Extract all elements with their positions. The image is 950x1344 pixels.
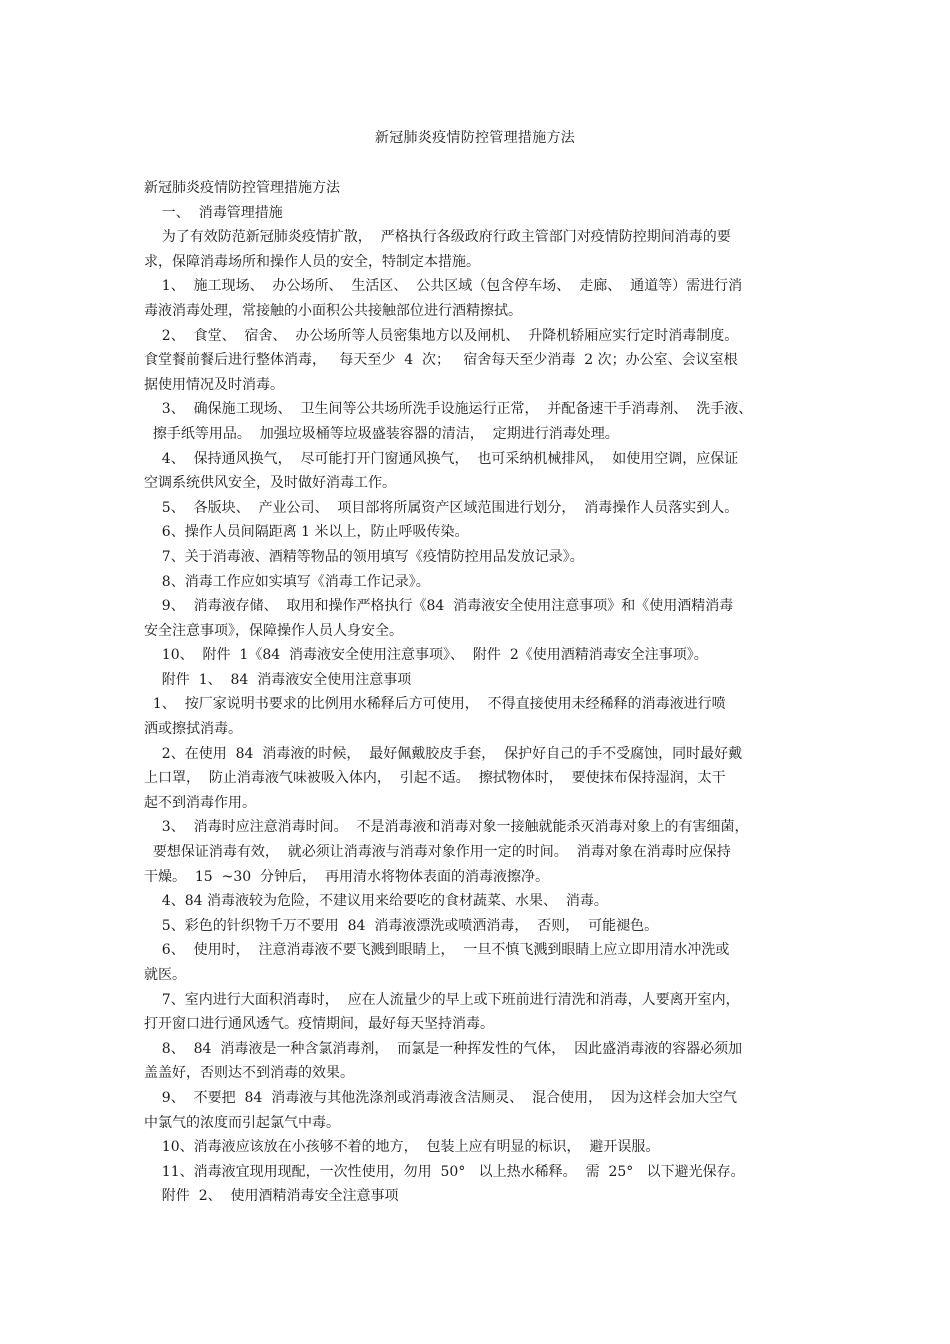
text-line: 4、 保持通风换气， 尽可能打开门窗通风换气， 也可采纳机械排风， 如使用空调，应保证 xyxy=(144,450,739,467)
text-line: 10、 附件 1《84 消毒液安全使用注意事项》、 附件 2《使用酒精消毒安全注事项》。 xyxy=(144,647,708,664)
text-line: 6、操作人员间隔距离 1 米以上，防止呼吸传染。 xyxy=(144,524,469,541)
text-line: 一、 消毒管理措施 xyxy=(144,204,283,221)
text-line: 5、 各版块、 产业公司、 项目部将所属资产区域范围进行划分， 消毒操作人员落实到人。 xyxy=(144,499,739,516)
text-line: 附件 1、 84 消毒液安全使用注意事项 xyxy=(144,671,412,688)
text-line: 8、消毒工作应如实填写《消毒工作记录》。 xyxy=(144,573,430,590)
text-line: 起不到消毒作用。 xyxy=(144,794,256,811)
text-line: 新冠肺炎疫情防控管理措施方法 xyxy=(144,180,340,196)
text-line: 就医。 xyxy=(144,967,186,983)
text-line: 3、 消毒时应注意消毒时间。 不是消毒液和消毒对象一接触就能杀灭消毒对象上的有害细菌， xyxy=(144,819,749,836)
document-body xyxy=(144,176,834,1209)
text-line: 9、 消毒液存储、 取用和操作严格执行《84 消毒液安全使用注意事项》和《使用酒精消毒 xyxy=(144,598,734,615)
text-line: 求，保障消毒场所和操作人员的安全，特制定本措施。 xyxy=(144,253,480,270)
text-line: 盖盖好，否则达不到消毒的效果。 xyxy=(144,1065,354,1082)
text-line: 11、消毒液宜现用现配，一次性使用，勿用 50° 以上热水稀释。 需 25° 以下避光保存。 xyxy=(144,1163,745,1180)
text-line: 据使用情况及时消毒。 xyxy=(144,376,284,393)
text-line: 7、室内进行大面积消毒时， 应在人流量少的早上或下班前进行清洗和消毒，人要离开室内， xyxy=(144,991,740,1008)
text-line: 中氯气的浓度而引起氯气中毒。 xyxy=(144,1114,340,1131)
text-line: 擦手纸等用品。 加强垃圾桶等垃圾盛装容器的清洁， 定期进行消毒处理。 xyxy=(144,425,619,442)
text-line: 1、 按厂家说明书要求的比例用水稀释后方可使用， 不得直接使用未经稀释的消毒液进行喷 xyxy=(144,696,726,713)
text-line: 安全注意事项》，保障操作人员人身安全。 xyxy=(144,622,403,639)
text-line: 打开窗口进行通风透气。疫情期间，最好每天坚持消毒。 xyxy=(144,1016,494,1033)
text-line: 洒或擦拭消毒。 xyxy=(144,721,242,738)
text-line: 为了有效防范新冠肺炎疫情扩散， 严格执行各级政府行政主管部门对疫情防控期间消毒的要 xyxy=(144,229,731,246)
text-line: 10、消毒液应该放在小孩够不着的地方， 包装上应有明显的标识， 避开误服。 xyxy=(144,1139,660,1156)
text-line: 毒液消毒处理，常接触的小面积公共接触部位进行酒精擦拭。 xyxy=(144,302,522,319)
document-title: 新冠肺炎疫情防控管理措施方法 xyxy=(374,130,576,146)
text-line: 2、 食堂、 宿舍、 办公场所等人员密集地方以及闸机、 升降机轿厢应实行定时消毒制度。 xyxy=(144,327,739,344)
text-line: 9、 不要把 84 消毒液与其他洗涤剂或消毒液含洁厕灵、 混合使用， 因为这样会加大空气 xyxy=(144,1089,738,1106)
text-line: 3、 确保施工现场、 卫生间等公共场所洗手设施运行正常， 并配备速干手消毒剂、 洗手液、 xyxy=(144,401,753,418)
text-line: 空调系统供风安全，及时做好消毒工作。 xyxy=(144,475,396,492)
text-line: 上口罩， 防止消毒液气味被吸入体内， 引起不适。 擦拭物体时， 要使抹布保持湿润，太干 xyxy=(144,770,726,787)
text-line: 4、84 消毒液较为危险，不建议用来给要吃的食材蔬菜、水果、 消毒。 xyxy=(144,893,608,910)
text-line: 干燥。 15 ~30 分钟后， 再用清水将物体表面的消毒液擦净。 xyxy=(144,868,549,885)
text-line: 要想保证消毒有效， 就必须让消毒液与消毒对象作用一定的时间。 消毒对象在消毒时应保持 xyxy=(144,844,731,861)
text-line: 8、 84 消毒液是一种含氯消毒剂， 而氯是一种挥发性的气体， 因此盛消毒液的容器必须加 xyxy=(144,1040,743,1057)
text-line: 附件 2、 使用酒精消毒安全注意事项 xyxy=(144,1188,399,1205)
text-line: 2、在使用 84 消毒液的时候， 最好佩戴胶皮手套， 保护好自己的手不受腐蚀，同时最好戴 xyxy=(144,745,743,762)
text-line: 食堂餐前餐后进行整体消毒， 每天至少 4 次； 宿舍每天至少消毒 2 次；办公室、会议室根 xyxy=(144,352,738,369)
text-line: 6、 使用时， 注意消毒液不要飞溅到眼睛上， 一旦不慎飞溅到眼睛上应立即用清水冲洗或 xyxy=(144,942,730,959)
text-line: 1、 施工现场、 办公场所、 生活区、 公共区域（包含停车场、 走廊、 通道等）需进行消 xyxy=(144,278,743,295)
text-line: 5、彩色的针织物千万不要用 84 消毒液漂洗或喷洒消毒， 否则， 可能褪色。 xyxy=(144,917,659,934)
text-line: 7、关于消毒液、酒精等物品的领用填写《疫情防控用品发放记录》。 xyxy=(144,548,584,565)
